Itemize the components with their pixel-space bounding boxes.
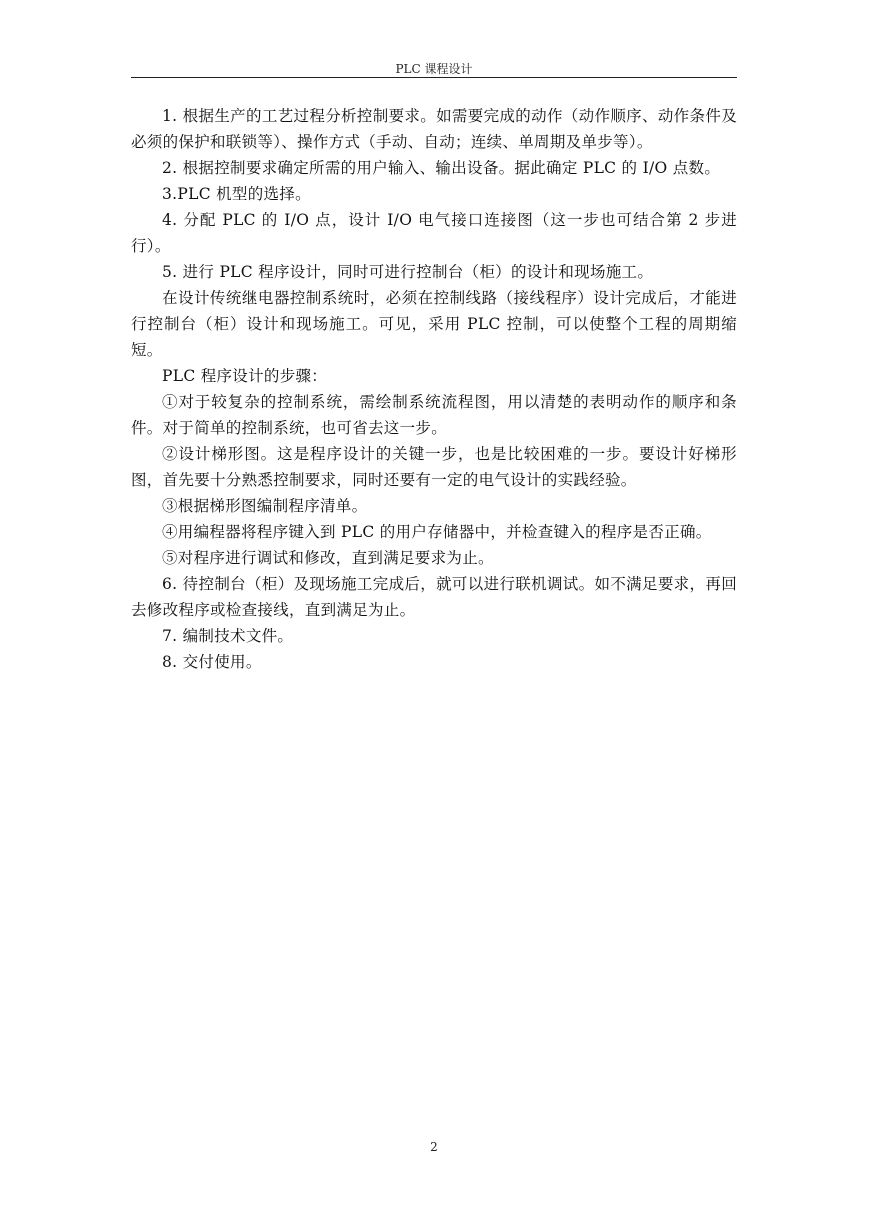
paragraph-step-5: 5. 进行 PLC 程序设计，同时可进行控制台（柜）的设计和现场施工。 [162, 263, 654, 281]
page-header: PLC 课程设计 [395, 62, 473, 76]
paragraph-step-4: 4. 分配 PLC 的 I/O 点，设计 I/O 电气接口连接图（这一步也可结合第 2 步进行）。 [131, 211, 737, 255]
paragraph-comparison: 在设计传统继电器控制系统时，必须在控制线路（接线程序）设计完成后，才能进行控制台（柜）设计和现场施工。可见，采用 PLC 控制，可以使整个工程的周期缩短。 [131, 289, 737, 359]
paragraph-program-steps-heading: PLC 程序设计的步骤： [162, 367, 328, 385]
paragraph-substep-3: ③根据梯形图编制程序清单。 [162, 497, 368, 515]
paragraph-substep-1: ①对于较复杂的控制系统，需绘制系统流程图，用以清楚的表明动作的顺序和条件。对于简单的控制系统，也可省去这一步。 [131, 393, 737, 437]
paragraph-step-6: 6. 待控制台（柜）及现场施工完成后，就可以进行联机调试。如不满足要求，再回去修改程序或检查接线，直到满足为止。 [131, 575, 737, 619]
paragraph-substep-5: ⑤对程序进行调试和修改，直到满足要求为止。 [162, 549, 494, 567]
header-rule [131, 77, 737, 78]
page-number: 2 [430, 1140, 438, 1154]
paragraph-substep-4: ④用编程器将程序键入到 PLC 的用户存储器中，并检查键入的程序是否正确。 [162, 523, 712, 541]
paragraph-step-1: 1. 根据生产的工艺过程分析控制要求。如需要完成的动作（动作顺序、动作条件及必须的保护和联锁等）、操作方式（手动、自动；连续、单周期及单步等）。 [131, 107, 737, 151]
paragraph-substep-2: ②设计梯形图。这是程序设计的关键一步，也是比较困难的一步。要设计好梯形图，首先要十分熟悉控制要求，同时还要有一定的电气设计的实践经验。 [131, 445, 737, 489]
paragraph-step-3: 3.PLC 机型的选择。 [162, 185, 311, 203]
paragraph-step-2: 2. 根据控制要求确定所需的用户输入、输出设备。据此确定 PLC 的 I/O 点数。 [162, 159, 721, 177]
body-text [131, 103, 737, 675]
paragraph-step-8: 8. 交付使用。 [162, 653, 262, 671]
paragraph-step-7: 7. 编制技术文件。 [162, 627, 294, 645]
